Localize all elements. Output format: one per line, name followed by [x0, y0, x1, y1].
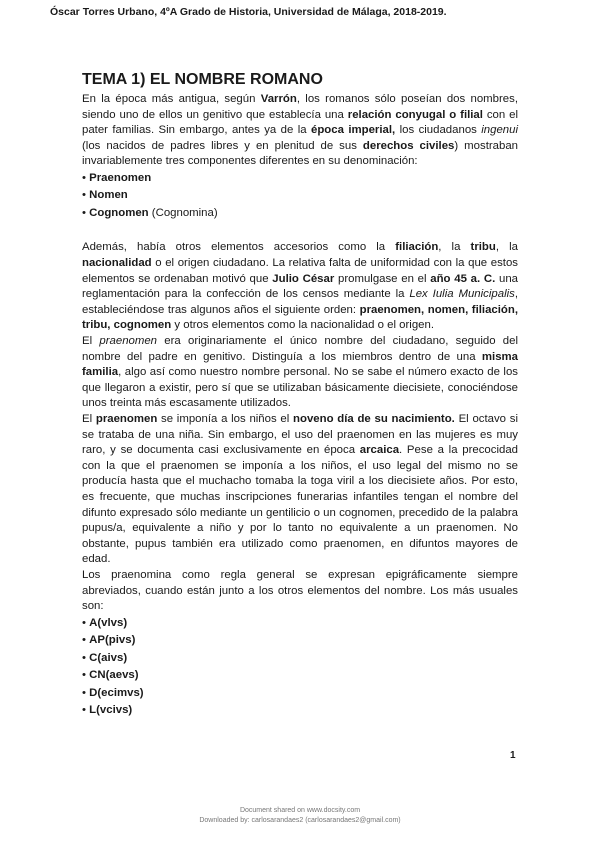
document-body: [82, 70, 518, 720]
paragraph-praenomen-imposition: El praenomen se imponía a los niños el noveno día de su nacimiento. El octavo si se trataba de una niña. Sin embargo, el uso del praenomen en las mujeres es muy raro, y se documenta casi exclusivamente en época arcaica. Pese a la precocidad con la que el praenomen se imponía a los niños, el uso legal del mismo no se producía hasta que el muchacho tomaba la toga viril a los diecisiete años. Por esto, es frecuente, que muchas inscripciones funerarias infantiles tengan el nombre del difunto expresado sólo mediante un gentilicio o un cognomen, precedido de la palabra pupus/a, equivalente a niño y por lo tanto no equivalente a un praenomen. No obstante, pupus también era utilizado como praenomen, en difuntos mayores de edad.: [82, 413, 518, 566]
document-header: Óscar Torres Urbano, 4ºA Grado de Historia, Universidad de Málaga, 2018-2019.: [50, 6, 447, 18]
components-list: [82, 170, 518, 223]
list-item: • CN(aevs): [82, 669, 139, 682]
chapter-title: TEMA 1) EL NOMBRE ROMANO: [82, 71, 323, 88]
list-item: • L(vcivs): [82, 704, 133, 717]
abbreviations-list: [82, 615, 518, 720]
footer-downloaded-line: Downloaded by: carlosarandaes2 (carlosarandaes2@gmail.com): [199, 817, 401, 824]
spacer: [82, 222, 518, 240]
download-footer: [0, 806, 600, 826]
list-item: • Praenomen: [82, 171, 152, 184]
paragraph-praenomina-abbreviations: Los praenomina como regla general se expresan epigráficamente siempre abreviados, cuando están junto a los otros elementos del nombre. Los más usuales son:: [82, 568, 518, 613]
footer-shared-line: Document shared on www.docsity.com: [239, 807, 361, 814]
paragraph-praenomen-origin: El praenomen era originariamente el único nombre del ciudadano, seguido del nombre del padre en genitivo. Distinguía a los miembros dentro de una misma familia, algo así como nuestro nombre personal. No se sabe el número exacto de los que llegaron a existir, pero sí que se utilizaban básicamente diecisiete, conociéndose unos treinta más escasamente utilizados.: [82, 335, 519, 410]
paragraph-intro: En la época más antigua, según Varrón, los romanos sólo poseían dos nombres, siendo uno de ellos un genitivo que establecía una relación conyugal o filial con el pater familias. Sin embargo, antes ya de la época imperial, los ciudadanos ingenui (los nacidos de padres libres y en plenitud de sus derechos civiles) mostraban invariablemente tres componentes diferentes en su denominación:: [82, 93, 519, 168]
list-item: • C(aivs): [82, 651, 128, 664]
list-item: • D(ecimvs): [82, 686, 144, 699]
paragraph-additional-elements: Además, había otros elementos accesorios como la filiación, la tribu, la nacionalidad o el origen ciudadano. La relativa falta de uniformidad con la que estos elementos se ordenaban motivó que Julio César promulgase en el año 45 a. C. una reglamentación para la confección de los censos mediante la Lex Iulia Municipalis, estableciéndose tras algunos años el siguiente orden: praenomen, nomen, filiación, tribu, cognomen y otros elementos como la nacionalidad o el origen.: [82, 241, 519, 332]
list-item: • Cognomen (Cognomina): [82, 206, 218, 219]
list-item: • Nomen: [82, 189, 128, 202]
page-number: 1: [510, 750, 516, 761]
list-item: • AP(pivs): [82, 634, 136, 647]
list-item: • A(vlvs): [82, 616, 128, 629]
